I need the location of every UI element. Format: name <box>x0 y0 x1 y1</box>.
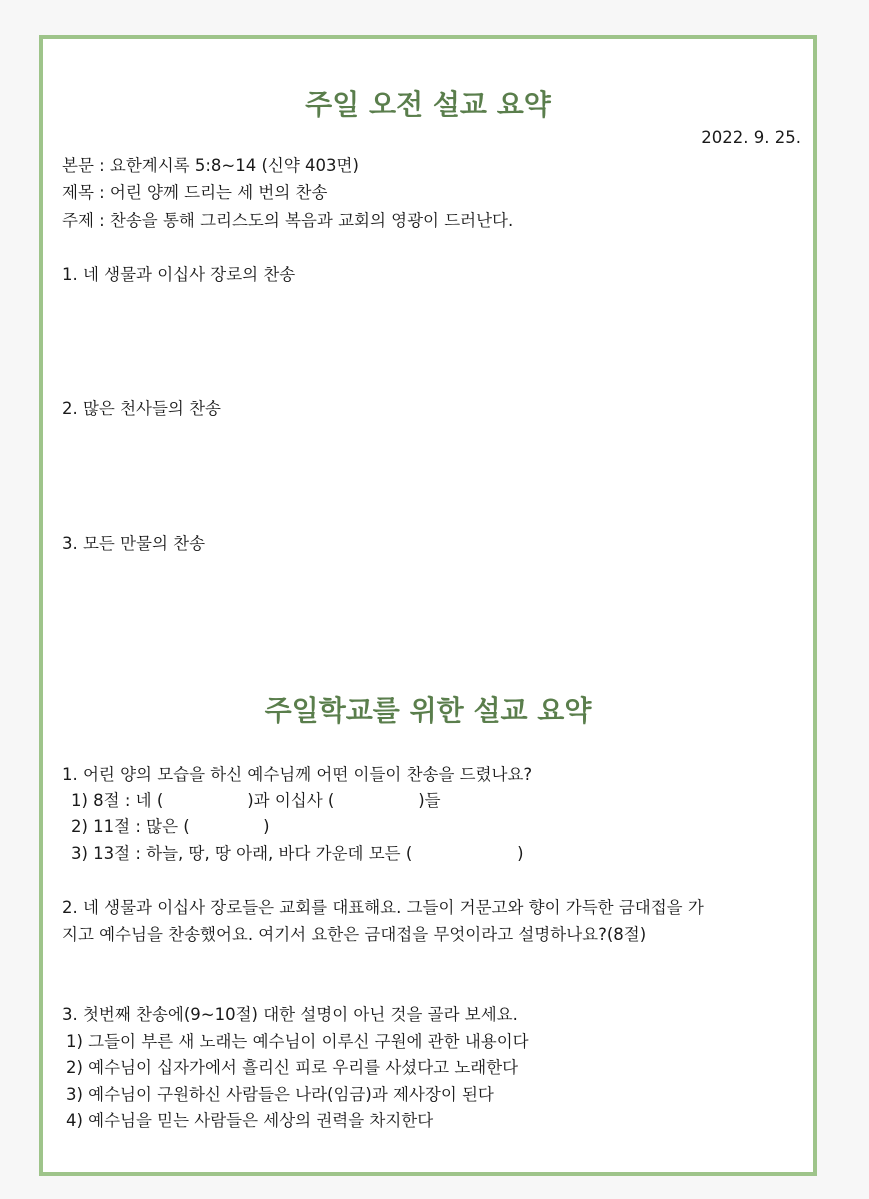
question-1: 1. 어린 양의 모습을 하신 예수님께 어떤 이들이 찬송을 드렸나요? <box>62 765 533 784</box>
sermon-point: 2. 많은 천사들의 찬송 <box>62 399 221 418</box>
sermon-point: 1. 네 생물과 이십사 장로의 찬송 <box>62 265 296 284</box>
question-2-line: 지고 예수님을 찬송했어요. 여기서 요한은 금대접을 무엇이라고 설명하나요?(8절) <box>62 925 647 944</box>
theme-line: 주제 : 찬송을 통해 그리스도의 복음과 교회의 영광이 드러난다. <box>62 211 514 230</box>
question-3-option: 1) 그들이 부른 새 노래는 예수님이 이루신 구원에 관한 내용이다 <box>66 1032 529 1051</box>
subject-line: 제목 : 어린 양께 드리는 세 번의 찬송 <box>62 183 328 202</box>
passage-line: 본문 : 요한계시록 5:8~14 (신약 403면) <box>62 156 359 175</box>
question-3-option: 2) 예수님이 십자가에서 흘리신 피로 우리를 사셨다고 노래한다 <box>66 1058 519 1077</box>
question-2-line: 2. 네 생물과 이십사 장로들은 교회를 대표해요. 그들이 거문고와 향이 가득한 금대접을 가 <box>62 898 704 917</box>
sermon-date: 2022. 9. 25. <box>701 128 801 147</box>
question-1-item: 3) 13절 : 하늘, 땅, 땅 아래, 바다 가운데 모든 ( ) <box>71 844 524 863</box>
question-3-option: 3) 예수님이 구원하신 사람들은 나라(임금)과 제사장이 된다 <box>66 1085 494 1104</box>
question-3-option: 4) 예수님을 믿는 사람들은 세상의 권력을 차지한다 <box>66 1111 434 1130</box>
document-page <box>39 35 817 1176</box>
sermon-title: 주일 오전 설교 요약 <box>305 88 551 121</box>
question-1-item: 1) 8절 : 네 ( )과 이십사 ( )들 <box>71 791 441 810</box>
question-3: 3. 첫번째 찬송에(9~10절) 대한 설명이 아닌 것을 골라 보세요. <box>62 1005 518 1024</box>
question-1-item: 2) 11절 : 많은 ( ) <box>71 817 270 836</box>
sermon-point: 3. 모든 만물의 찬송 <box>62 534 206 553</box>
sunday-school-title: 주일학교를 위한 설교 요약 <box>264 694 592 727</box>
